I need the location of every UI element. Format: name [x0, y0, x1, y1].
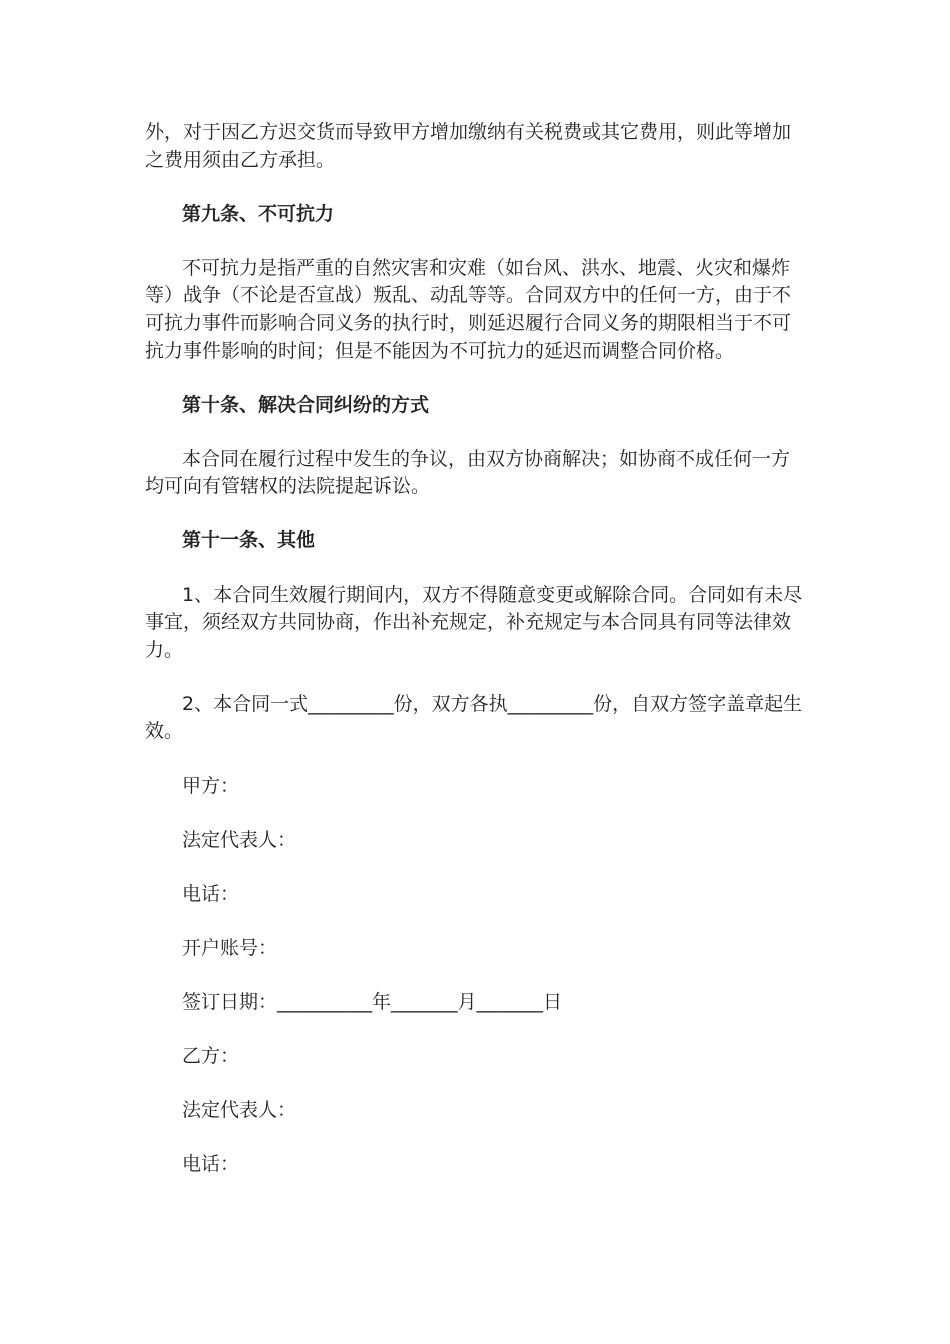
paragraph-force-majeure	[145, 255, 805, 365]
text-line: 不可抗力是指严重的自然灾害和灾难（如台风、洪水、地震、火灾和爆炸	[182, 256, 791, 279]
field-legal-rep-b: 法定代表人：	[182, 1099, 297, 1122]
heading-article-10: 第十条、解决合同纠纷的方式	[182, 393, 430, 416]
text-line: 效。	[145, 720, 184, 743]
text-line: 可抗力事件而影响合同义务的执行时，则延迟履行合同义务的期限相当于不可	[145, 311, 792, 334]
field-sign-date: 签订日期：__________年_______月_______日	[182, 990, 563, 1013]
heading-article-9: 第九条、不可抗力	[182, 202, 335, 225]
heading-article-11: 第十一条、其他	[182, 529, 316, 552]
field-phone-b: 电话：	[182, 1153, 240, 1176]
text-line: 之费用须由乙方承担。	[145, 148, 336, 171]
text-line: 外，对于因乙方迟交货而导致甲方增加缴纳有关税费或其它费用，则此等增加	[145, 121, 792, 143]
text-line: 2、本合同一式_________份，双方各执_________份，自双方签字盖章起生	[182, 692, 803, 715]
text-line: 抗力事件影响的时间；但是不能因为不可抗力的延迟而调整合同价格。	[145, 339, 735, 362]
paragraph-continuation	[145, 119, 805, 174]
text-line: 本合同在履行过程中发生的争议，由双方协商解决；如协商不成任何一方	[182, 447, 791, 470]
text-line: 均可向有管辖权的法院提起诉讼。	[145, 475, 431, 498]
field-bank-account: 开户账号：	[182, 936, 278, 959]
field-party-a: 甲方：	[182, 774, 240, 797]
field-phone-a: 电话：	[182, 882, 240, 905]
paragraph-dispute	[145, 446, 805, 501]
contract-page	[145, 119, 805, 1205]
text-line: 1、本合同生效履行期间内，双方不得随意变更或解除合同。合同如有未尽	[182, 583, 803, 606]
text-line: 等）战争（不论是否宣战）叛乱、动乱等等。合同双方中的任何一方，由于不	[145, 284, 792, 307]
field-party-b: 乙方：	[182, 1044, 240, 1067]
text-line: 力。	[145, 638, 184, 661]
text-line: 事宜，须经双方共同协商，作出补充规定，补充规定与本合同具有同等法律效	[145, 611, 792, 634]
paragraph-other-1	[145, 582, 805, 665]
field-legal-rep-a: 法定代表人：	[182, 828, 297, 851]
paragraph-other-2	[145, 691, 805, 746]
